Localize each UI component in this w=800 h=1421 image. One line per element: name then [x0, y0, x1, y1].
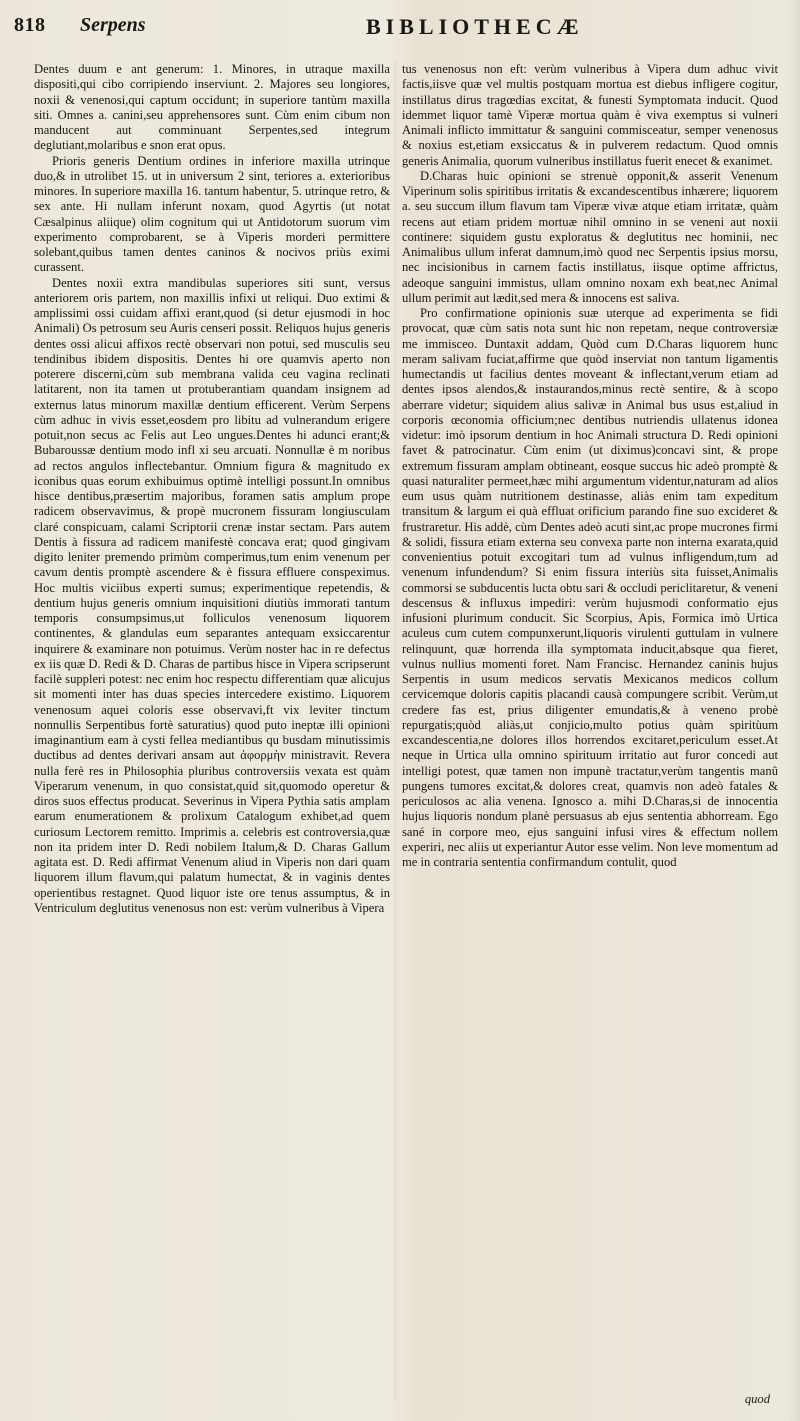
paragraph: Prioris generis Dentium ordines in inferiore maxilla utrinque duo,& in utrolibet 15. ut in universum 2 sint, teriores a. exterioribus minores. In superiore maxilla 16. tantum habentur, 5. utrinque retro, & sex ante. Hi nullam inferunt noxam, quod Agyrtis (ut notat Cæsalpinus aliique) olim cognitum qui ut Antidotorum suorum vim experimento comprobarent, se à Viperis morderi permittere solebant,quibus tamen dentes caninos & nocivos priùs eximi curassent.	[34, 153, 390, 275]
paragraph: Dentes noxii extra mandibulas superiores siti sunt, versus anteriorem oris partem, non maxillis infixi ut reliqui. Duo extimi & amplissimi ossi cuidam affixi erant,quod (si detur ejusmodi in hoc Animali) Os petrosum seu Auris censeri possit. Reliquos hujus generis dentes ossi alicui affixos rectè observari non potui, sed musculis seu tendinibus ibidem dispositis. Dentes hi ore quamvis aperto non poterere discerni,cùm sub membrana valida ceu vagina reclinati latitarent, non ita tamen ut protuberantiam quandam insignem ad externus latus minorum maxillæ dentium efficerent. Verùm Serpens cùm adhuc in vivis esset,eosdem pro libitu ad vulnerandum erigere potuit,non secus ac Felis aut Leo ungues.Dentes hi adunci erant;& Bubaroussæ dentium modo infl xi seu arcuati. Nonnullæ è m noribus ad rectos angulos inflectebantur. Omnium figura & magnitudo ex iconibus quas eorum exhibuimus optimè intelligi possunt.In omnibus hisce dentibus,præsertim majoribus, foramen satis amplum prope radicem observavimus, & propè mucronem fissuram longiusculam claré conspicuam, calami Scriptorii crenæ instar sectam. Pars autem Dentis à fissura ad radicem manifestè concava erat; quod gingivam digito leniter premendo primùm comperimus,tum enim venenum per cavum dentis promptè ascendere & è fissura effluere conspeximus. Hoc multis viciibus experti sumus; experimentique repetendis, & dentium hujus generis omnium inquisitioni diutiùs immorati tantum temporis consumpsimus,ut folliculos venenosum liquorem continentes, & glandulas eum separantes antequam exsiccarentur inquirere & examinare non potuimus. Verùm noster hac in re defectus ex iis quæ D. Redi & D. Charas de partibus hisce in Vipera scripserunt facilè suppleri potest: nec enim hoc respectu differentiam quæ alicujus sit momenti inter has duas species intercedere existimo. Liquorem venenosum aquei coloris esse observavi,ft vix leviter tinctum nonnullis Serpentibus fortè saturatius) quod puto ineptæ illi opinioni imaginantium eam à cysti fellea mediantibus qu busdam minutissimis ductibus ad dentes derivari ansam aut ἀφορμὴν ministravit. Revera nulla ferè res in Philosophia pluribus controversiis vexata est quàm Viperarum venenum, in quo consistat,quid sit,quomodo operetur & diros suos effectus producat. Severinus in Vipera Pythia satis amplam earum enumerationem & prolixum Catalogum exhibet,ad quem curiosum Lectorem remitto. Imprimis a. celebris est controversia,quæ non ita pridem inter D. Redi nobilem Italum,& D. Charas Gallum agitata est. D. Redi affirmat Venenum aliud in Viperis non dari quam liquorem illum flavum,qui palatum humectat, & in vaginis dentes operientibus restagnet. Quod liquor iste ore tenus assumptus, & in Ventriculum deglutitus venenosus non est: verùm vulneribus à Vipera	[34, 275, 390, 915]
running-head-word: Serpens	[80, 14, 146, 36]
paragraph: D.Charas huic opinioni se strenuè opponit,& asserit Venenum Viperinum solis spiritibus irritatis & excandescentibus inhærere; liquorem a. seu succum illum flavum tam Viperæ vivæ atque etiam irritatæ, quàm recens aut etiam pridem mortuæ nihil omnino in se veneni aut noxii continere: siquidem gustu exploratus & deglutitus nec hominii, nec Animalibus ullum inferat damnum,imò quod nec Serpentis ipsius morsu, nec incisionibus in carnem factis instillatus, iisque optime affrictus, adeoque sanguini immistus, ullam omnino noxam exh beat,nec Animal ullum perimit aut lædit,sed mera & innocens est saliva.	[402, 168, 778, 305]
running-head-title: BIBLIOTHECÆ	[366, 14, 584, 39]
page-edge-shadow	[788, 0, 800, 1421]
catchword: quod	[744, 1392, 770, 1406]
left-text-column	[34, 62, 390, 1392]
running-header	[10, 4, 800, 44]
paragraph: Dentes duum e ant generum: 1. Minores, in utraque maxilla dispositi,qui cibo corripiendo inserviunt. 2. Majores seu longiores, noxii & venenosi,qui captum occidunt; in superiore tantùm maxilla siti. Omnes a. canini,seu apprehensores sunt. Cùm enim cibum non manducent aut comminuant Serpentes,sed integrum deglutiant,molaribus e snon erat opus.	[34, 62, 390, 153]
right-text-column	[402, 62, 778, 1392]
paragraph: Pro confirmatione opinionis suæ uterque ad experimenta se fidi provocat, quæ cùm satis nota sunt hic non repetam, neque controversiæ me immisceo. Duntaxit addam, Quòd cum D.Charas liquorem hunc meram salivam fuciat,affirme que quòd inserviat non tantum ligamentis humectandis ut facilius dentes moveant & inflectant,verum etiam ad dentes ipsos alendos,& instaurandos,minus rectè sentire, & à scopo aberrare videtur; siquidem alius salivæ in Animal bus usus est,aliud in corporis œconomia officium;nec dentibus nutriendis ullatenus idonea videtur: imò ipsorum dentium in hoc Animali structura D. Redi opinioni favet & patrocinatur. Cùm enim (ut diximus)concavi sint, & prope extremum fissuram amplam obtineant, eosque succus hic adeò promptè & quasi naturaliter permeet,hæc mihi argumentum videntur,naturam ad alios eum usus quàm nutritionem destinasse, aliàs enim tam expeditum transitum & largum ei quà effluat orificium parando fine suo excideret & frustraretur. His addè, cùm Dentes adeò acuti sint,ac prope mucrones firmi & solidi, fissura etiam externa seu convexa parte non interna exarata,quid convenientius potuit excogitari tum ad vulnus infligendum,tum ad venenum infundendum? Si enim fissura interiùs sita fuisset,Animalis commorsi se subducentis lucta obtu sari & occludi periclitaretur, & veneni descensus & influxus impediri: verùm hujusmodi conformatio ejus infusioni plurimum conducit. Sic Scorpius, Apis, Formica imò Urtica aculeus cum cutem compunxerunt,liquoris virulenti guttulam in vulnere relinquunt, quæ horrenda illa symptomata inducit,absque qua fieret, vulnus nullius momenti foret. Nam Francisc. Hernandez caninis hujus Serpentis in usum medicos servatis Mexicanos medicos collum cervicemque doloris capitis placandi causà compungere scribit. Verùm,ut credere fas est, prius diligenter emundatis,& à veneno probè repurgatis;quòd aliàs,ut conjicio,multo potius quàm spiritùum excandescentia,ne dolores illos horrendos excitaret,periculum esset.At neque in Urtica ulla omnino spirituum irritatio aut furor concedi aut intelligi potest, quæ tamen non impunè tractatur,verùm tangentis manû pungens tumores excitat,& dolores creat, quamvis non adeò fatales & periculosos ac alia venena. Ignosco a. mihi D.Charas,si de innocentia hujus liquoris nondum planè persuasus ab ejus sententia abhorream. Ego sané in corpore meo, ejus sanguini infusi vires & effectum nollem experiri, nec aliis ut experiantur Autor esse velim. Non leve momentum ad me in contraria sententia confirmandum contulit, quod	[402, 306, 778, 869]
page-number: 818	[14, 14, 46, 36]
paragraph: tus venenosus non eft: verùm vulneribus à Vipera dum adhuc vivit factis,iisve quæ vel multis postquam mortua est diebus infligere cogitur, instillatus dirus tragœdias excitat, & funesti Symptomata inducit. Quod idemmet liquor tamè Viperæ mortua quàm è viva exemptus si vulneri Animali inflicto immittatur & sanguini commisceatur, semper venenosus & noxius est,etiam exsiccatus & in pulverem redactum. Quod omnis generis Animalia, quorum vulneribus instillatus fuerit enecet & exanimet.	[402, 62, 778, 168]
column-gutter	[393, 60, 397, 1400]
